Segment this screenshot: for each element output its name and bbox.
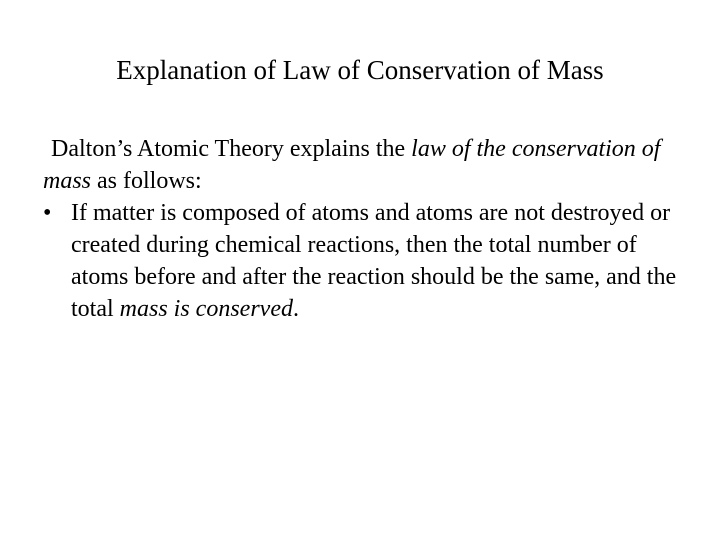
bullet-emphasis: mass is conserved [119,296,293,322]
intro-paragraph [43,133,683,197]
bullet-list [43,197,683,325]
bullet-item [43,197,683,325]
slide-body [43,133,683,325]
slide-title: Explanation of Law of Conservation of Mass [116,55,604,85]
intro-emphasis: law of the conservation of mass [43,136,661,194]
bullet-text: If matter is composed of atoms and atoms are not destroyed or created during chemical reactions, then the total number of atoms before and after the reaction should be the same, and the total [71,200,677,322]
bullet-suffix: . [292,296,299,322]
intro-suffix: as follows: [91,168,202,194]
bullet-icon: • [43,200,52,226]
intro-text: Dalton’s Atomic Theory explains the [51,136,412,162]
